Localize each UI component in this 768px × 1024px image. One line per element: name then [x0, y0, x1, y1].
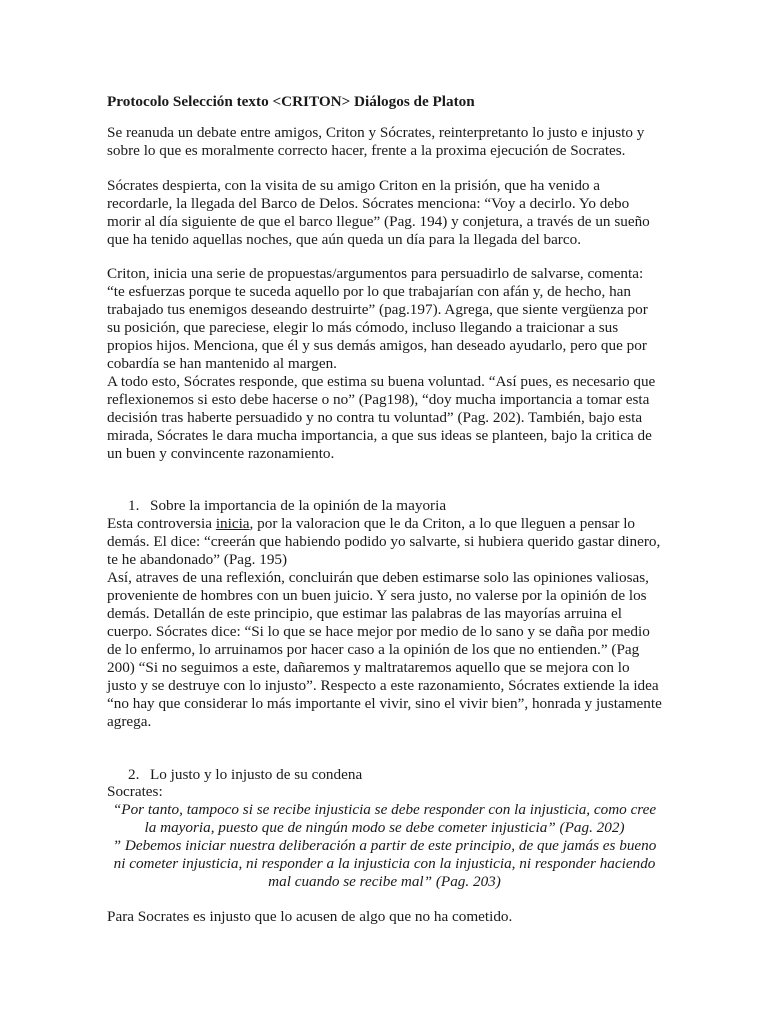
paragraph-criton-arguments: Criton, inicia una serie de propuestas/argumentos para persuadirlo de salvarse, comenta: “te esfuerzas porque te suceda aquello por lo que trabajarían con afán y, de hecho, han trabajado tus enemigos deseando destruirte” (pag.197). Agrega, que siente vergüenza por su posición, que pareciese, elegir lo más cómodo, incluso llegando a traicionar a sus propios hijos. Menciona, que él y sus demás amigos, han deseado ayudarlo, pero que por cobardía se han mantenido al margen.: [107, 265, 648, 372]
underlined-word: inicia: [215, 515, 250, 532]
section-2-title: Lo justo y lo injusto de su condena: [150, 766, 363, 783]
intro-paragraph: Se reanuda un debate entre amigos, Criton y Sócrates, reinterpretanto lo justo e injusto y sobre lo que es moralmente correcto hacer, frente a la proxima ejecución de Socrates.: [107, 124, 645, 159]
paragraph-socrates-responds: A todo esto, Sócrates responde, que estima su buena voluntad. “Así pues, es necesario que reflexionemos si esto debe hacerse o no” (Pag198), “doy mucha importancia a tomar esta decisión tras haberte persuadido y no contra tu voluntad” (Pag. 202). También, bajo esta mirada, Sócrates le dara mucha importancia, a que sus ideas se planteen, bajo la critica de un buen y convincente razonamiento.: [107, 373, 656, 462]
section-1-title: Sobre la importancia de la opinión de la mayoria: [150, 497, 447, 514]
section-1-paragraph-2: Así, atraves de una reflexión, concluirán que deben estimarse solo las opiniones valiosas, proveniente de hombres con un buen juicio. Y sera justo, no valerse por la opinión de los demás. Detallán de este principio, que estimar las palabras de las mayorías arruina el cuerpo. Sócrates dice: “Si lo que se hace mejor por medio de lo sano y se daña por medio de lo enfermo, lo arruinamos por hacer caso a la opinión de los que no entienden.” (Pag 200) “Si no seguimos a este, dañaremos y maltrataremos aquello que se mejora con lo justo y se destruye con lo injusto”. Respecto a este razonamiento, Sócrates extiende la idea “no hay que considerar lo más importante el vivir, sino el vivir bien”, honrada y justamente agrega.: [107, 569, 662, 730]
section-1-text-start: Esta controversia: [107, 515, 216, 532]
document-title: Protocolo Selección texto <CRITON> Diálogos de Platon: [107, 93, 475, 110]
quote-1: “Por tanto, tampoco si se recibe injusticia se debe responder con la injusticia, como cree la mayoria, puesto que de ningún modo se debe cometer injusticia” (Pag. 202): [112, 801, 657, 836]
section-1-heading: [128, 497, 658, 515]
quote-2: ” Debemos iniciar nuestra deliberación a partir de este principio, de que jamás es bueno ni cometer injusticia, ni responder a la injusticia con la injusticia, ni responder haciendo mal cuando se recibe mal” (Pag. 203): [112, 837, 657, 890]
speaker-label: Socrates:: [107, 783, 163, 800]
section-1-text-end: , por la valoracion que le da Criton, a lo que lleguen a pensar lo demás. El dice: “creerán que habiendo podido yo salvarte, si hubiera querido gastar dinero, te he abandonado” (Pag. 195): [107, 515, 661, 568]
section-1-number: 1.: [128, 497, 140, 514]
section-2-heading: [128, 766, 658, 784]
closing-paragraph: Para Socrates es injusto que lo acusen de algo que no ha cometido.: [107, 908, 513, 925]
paragraph-socrates-awakes: Sócrates despierta, con la visita de su amigo Criton en la prisión, que ha venido a recordarle, la llegada del Barco de Delos. Sócrates menciona: “Voy a decirlo. Yo debo morir al día siguiente de que el barco llegue” (Pag. 194) y conjetura, a través de un sueño que ha tenido aquellas noches, que aún queda un día para la llegada del barco.: [107, 177, 650, 248]
section-2-number: 2.: [128, 766, 140, 783]
section-1-paragraph-1: [107, 515, 662, 569]
